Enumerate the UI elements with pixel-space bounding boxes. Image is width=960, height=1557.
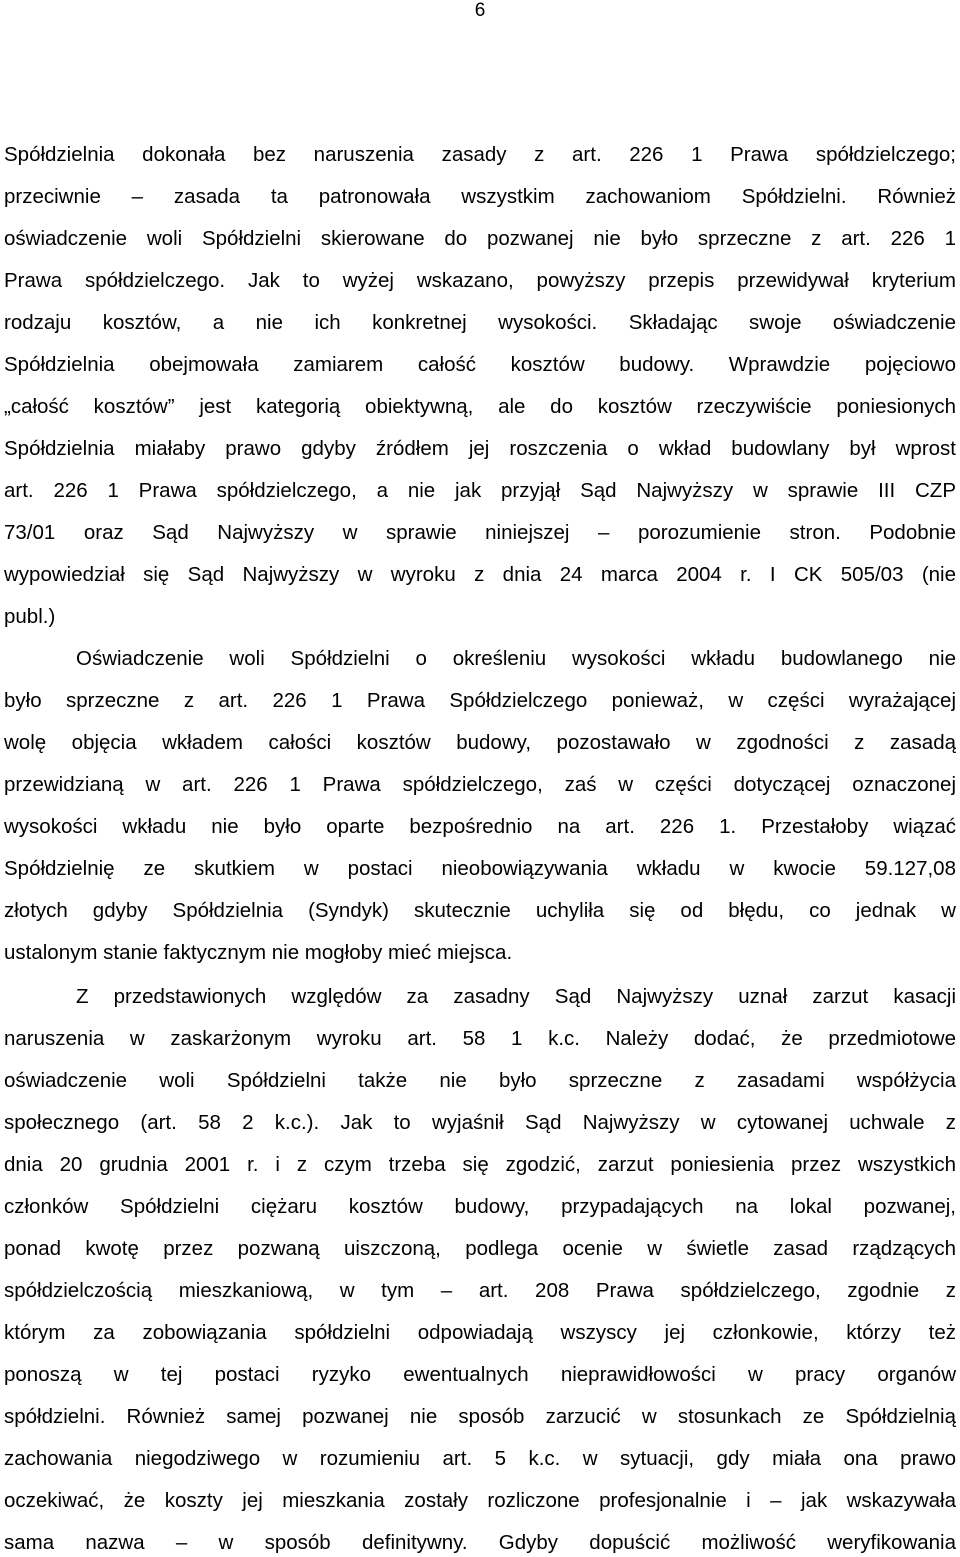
text-line: było sprzeczne z art. 226 1 Prawa Spółdzielczego ponieważ, w części wyrażającej [4, 689, 956, 712]
text-line: Z przedstawionych względów za zasadny Sąd Najwyższy uznał zarzut kasacji [76, 985, 956, 1008]
text-line: przewidzianą w art. 226 1 Prawa spółdzielczego, zaś w części dotyczącej oznaczonej [4, 773, 956, 796]
text-line: członków Spółdzielni ciężaru kosztów budowy, przypadających na lokal pozwanej, [4, 1195, 956, 1218]
text-line: zachowania niegodziwego w rozumieniu art. 5 k.c. w sytuacji, gdy miała ona prawo [4, 1447, 956, 1470]
text-line: Prawa spółdzielczego. Jak to wyżej wskazano, powyższy przepis przewidywał kryterium [4, 269, 956, 292]
page-number: 6 [474, 0, 486, 21]
text-line: którym za zobowiązania spółdzielni odpowiadają wszyscy jej członkowie, którzy też [4, 1321, 956, 1344]
text-line: oświadczenie woli Spółdzielni także nie było sprzeczne z zasadami współżycia [4, 1069, 956, 1092]
text-line: oświadczenie woli Spółdzielni skierowane do pozwanej nie było sprzeczne z art. 226 1 [4, 227, 956, 250]
text-line: ponad kwotę przez pozwaną uiszczoną, podlega ocenie w świetle zasad rządzących [4, 1237, 956, 1260]
text-line: oczekiwać, że koszty jej mieszkania zostały rozliczone profesjonalnie i – jak wskazywała [4, 1489, 956, 1512]
text-line: ponoszą w tej postaci ryzyko ewentualnych nieprawidłowości w pracy organów [4, 1363, 956, 1386]
text-line: Spółdzielnię ze skutkiem w postaci nieobowiązywania wkładu w kwocie 59.127,08 [4, 857, 956, 880]
text-line: wysokości wkładu nie było oparte bezpośrednio na art. 226 1. Przestałoby wiązać [4, 815, 956, 838]
text-line: ustalonym stanie faktycznym nie mogłoby mieć miejsca. [4, 941, 513, 964]
text-line: 73/01 oraz Sąd Najwyższy w sprawie niniejszej – porozumienie stron. Podobnie [4, 521, 956, 544]
text-line: społecznego (art. 58 2 k.c.). Jak to wyjaśnił Sąd Najwyższy w cytowanej uchwale z [4, 1111, 956, 1134]
text-line: art. 226 1 Prawa spółdzielczego, a nie jak przyjął Sąd Najwyższy w sprawie III CZP [4, 479, 956, 502]
text-line: Spółdzielnia miałaby prawo gdyby źródłem jej roszczenia o wkład budowlany był wprost [4, 437, 956, 460]
text-line: „całość kosztów” jest kategorią obiektywną, ale do kosztów rzeczywiście poniesionych [4, 395, 956, 418]
text-line: rodzaju kosztów, a nie ich konkretnej wysokości. Składając swoje oświadczenie [4, 311, 956, 334]
text-line: dnia 20 grudnia 2001 r. i z czym trzeba się zgodzić, zarzut poniesienia przez wszystkich [4, 1153, 956, 1176]
text-line: naruszenia w zaskarżonym wyroku art. 58 1 k.c. Należy dodać, że przedmiotowe [4, 1027, 956, 1050]
text-line: wolę objęcia wkładem całości kosztów budowy, pozostawało w zgodności z zasadą [4, 731, 956, 754]
text-line: przeciwnie – zasada ta patronowała wszystkim zachowaniom Spółdzielni. Również [4, 185, 956, 208]
text-line: Oświadczenie woli Spółdzielni o określeniu wysokości wkładu budowlanego nie [76, 647, 956, 670]
text-line: wypowiedział się Sąd Najwyższy w wyroku z dnia 24 marca 2004 r. I CK 505/03 (nie [4, 563, 956, 586]
text-line: publ.) [4, 605, 56, 628]
text-line: Spółdzielnia dokonała bez naruszenia zasady z art. 226 1 Prawa spółdzielczego; [4, 143, 956, 166]
text-line: spółdzielni. Również samej pozwanej nie sposób zarzucić w stosunkach ze Spółdzielnią [4, 1405, 956, 1428]
text-line: Spółdzielnia obejmowała zamiarem całość kosztów budowy. Wprawdzie pojęciowo [4, 353, 956, 376]
text-line: złotych gdyby Spółdzielnia (Syndyk) skutecznie uchyliła się od błędu, co jednak w [4, 899, 956, 922]
text-line: sama nazwa – w sposób definitywny. Gdyby dopuścić możliwość weryfikowania [4, 1531, 956, 1554]
text-line: spółdzielczością mieszkaniową, w tym – art. 208 Prawa spółdzielczego, zgodnie z [4, 1279, 956, 1302]
